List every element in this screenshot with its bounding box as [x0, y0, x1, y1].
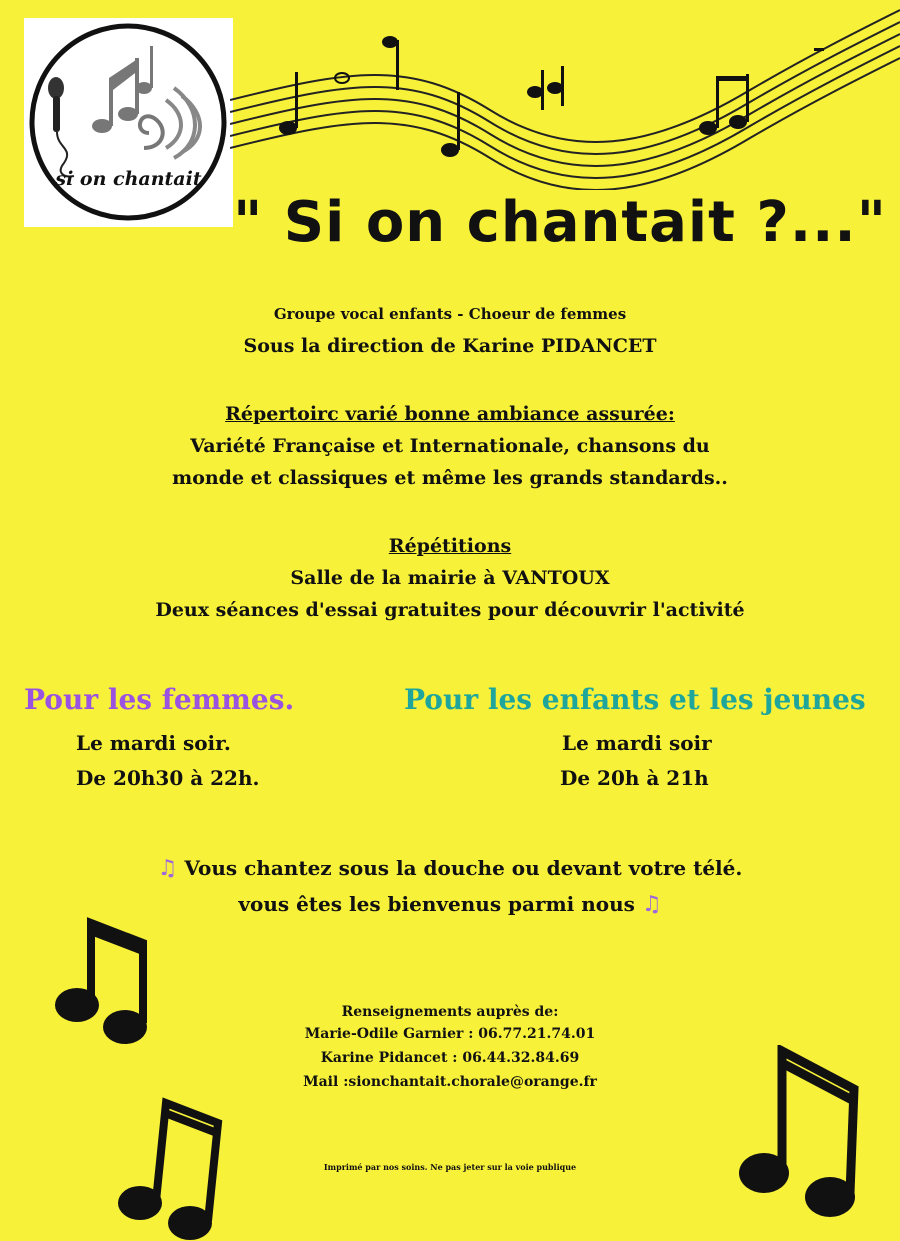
- women-day: Le mardi soir.: [76, 731, 231, 755]
- repertoire-line-1: Variété Française et Internationale, chansons du: [190, 435, 710, 457]
- intro-line-1: Groupe vocal enfants - Choeur de femmes: [273, 305, 627, 323]
- contact-heading: Renseignements auprès de:: [341, 1004, 559, 1020]
- kids-time: De 20h à 21h: [560, 766, 709, 790]
- women-time: De 20h30 à 22h.: [76, 766, 260, 790]
- repetitions-heading: Répétitions: [388, 535, 512, 557]
- eighth-notes-icon: [55, 915, 165, 1055]
- page-title: " Si on chantait ?...": [233, 190, 887, 255]
- music-note-icon: ♫: [641, 891, 662, 917]
- footer-note: Imprimé par nos soins. Ne pas jeter sur la voie publique: [323, 1162, 577, 1172]
- kids-day: Le mardi soir: [562, 731, 712, 755]
- repetitions-line-1: Salle de la mairie à VANTOUX: [290, 567, 610, 589]
- kids-heading: Pour les enfants et les jeunes: [404, 683, 866, 716]
- logo: [24, 18, 233, 227]
- repertoire-line-2: monde et classiques et même les grands standards..: [172, 467, 728, 489]
- eighth-notes-icon: [118, 1095, 238, 1241]
- music-note-icon: ♫: [157, 855, 178, 881]
- women-heading: Pour les femmes.: [24, 683, 295, 716]
- eighth-notes-icon: [738, 1045, 868, 1225]
- logo-emblem: [24, 18, 233, 227]
- contact-mail: Mail :sionchantait.chorale@orange.fr: [303, 1074, 597, 1090]
- invite-text-2: vous êtes les bienvenus parmi nous: [238, 892, 635, 916]
- repetitions-line-2: Deux séances d'essai gratuites pour découvrir l'activité: [155, 599, 745, 621]
- intro-line-2: Sous la direction de Karine PIDANCET: [243, 335, 657, 357]
- music-notes-logo-icon: [92, 46, 163, 148]
- invite-line-1: [0, 852, 900, 884]
- music-staff-decoration: [230, 0, 900, 190]
- repertoire-heading: Répertoirc varié bonne ambiance assurée:: [225, 403, 675, 425]
- microphone-icon: [48, 77, 74, 176]
- logo-text: si on chantait: [55, 168, 202, 190]
- invite-text-1: Vous chantez sous la douche ou devant votre télé.: [184, 856, 743, 880]
- contact-person-2: Karine Pidancet : 06.44.32.84.69: [320, 1050, 580, 1066]
- contact-person-1: Marie-Odile Garnier : 06.77.21.74.01: [304, 1026, 596, 1042]
